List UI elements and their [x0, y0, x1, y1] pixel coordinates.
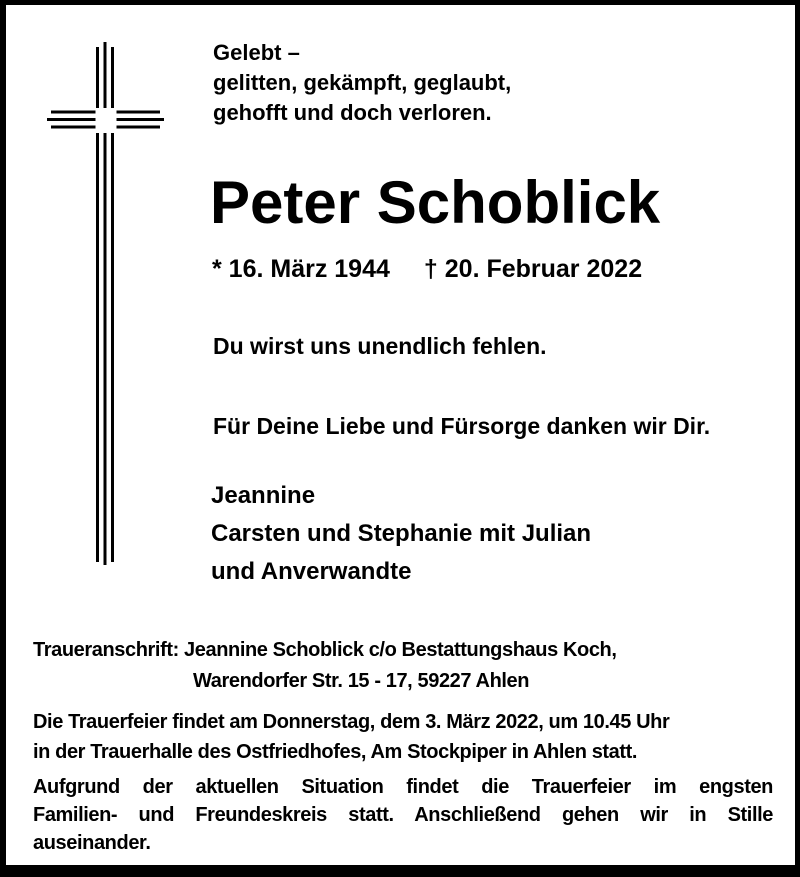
- life-dates: [212, 255, 642, 284]
- funeral-line-1: Die Trauerfeier findet am Donnerstag, dem 3. März 2022, um 10.45 Uhr: [33, 711, 670, 733]
- mourner-line-2: Carsten und Stephanie mit Julian: [211, 520, 592, 547]
- address-line-1: Traueranschrift: Jeannine Schoblick c/o Bestattungshaus Koch,: [33, 639, 617, 661]
- deceased-name: Peter Schoblick: [210, 169, 661, 236]
- opening-verse: [213, 38, 511, 128]
- farewell-line-2: Für Deine Liebe und Fürsorge danken wir Dir.: [213, 413, 711, 439]
- verse-line-2: gelitten, gekämpft, geglaubt,: [213, 70, 512, 95]
- closing-line-3: auseinander.: [33, 832, 151, 854]
- closing-note: [33, 773, 773, 857]
- mourner-line-1: Jeannine: [211, 482, 316, 509]
- closing-line-1: Aufgrund der aktuellen Situation findet die Trauerfeier im engsten: [33, 776, 773, 798]
- closing-line-2: Familien- und Freundeskreis statt. Anschließend gehen wir in Stille: [33, 804, 773, 826]
- verse-line-1: Gelebt –: [213, 40, 300, 65]
- memorial-cross-icon: [36, 33, 174, 573]
- address-line-2: Warendorfer Str. 15 - 17, 59227 Ahlen: [193, 670, 530, 692]
- funeral-line-2: in der Trauerhalle des Ostfriedhofes, Am Stockpiper in Ahlen statt.: [33, 741, 638, 763]
- mourners-list: [211, 477, 591, 591]
- funeral-info: [33, 707, 669, 767]
- mourner-line-3: und Anverwandte: [211, 558, 412, 585]
- birth-date: * 16. März 1944: [212, 255, 390, 283]
- death-date: † 20. Februar 2022: [423, 255, 643, 283]
- mourning-address: [33, 635, 617, 697]
- farewell-line-1: Du wirst uns unendlich fehlen.: [213, 333, 547, 359]
- verse-line-3: gehofft und doch verloren.: [213, 100, 492, 125]
